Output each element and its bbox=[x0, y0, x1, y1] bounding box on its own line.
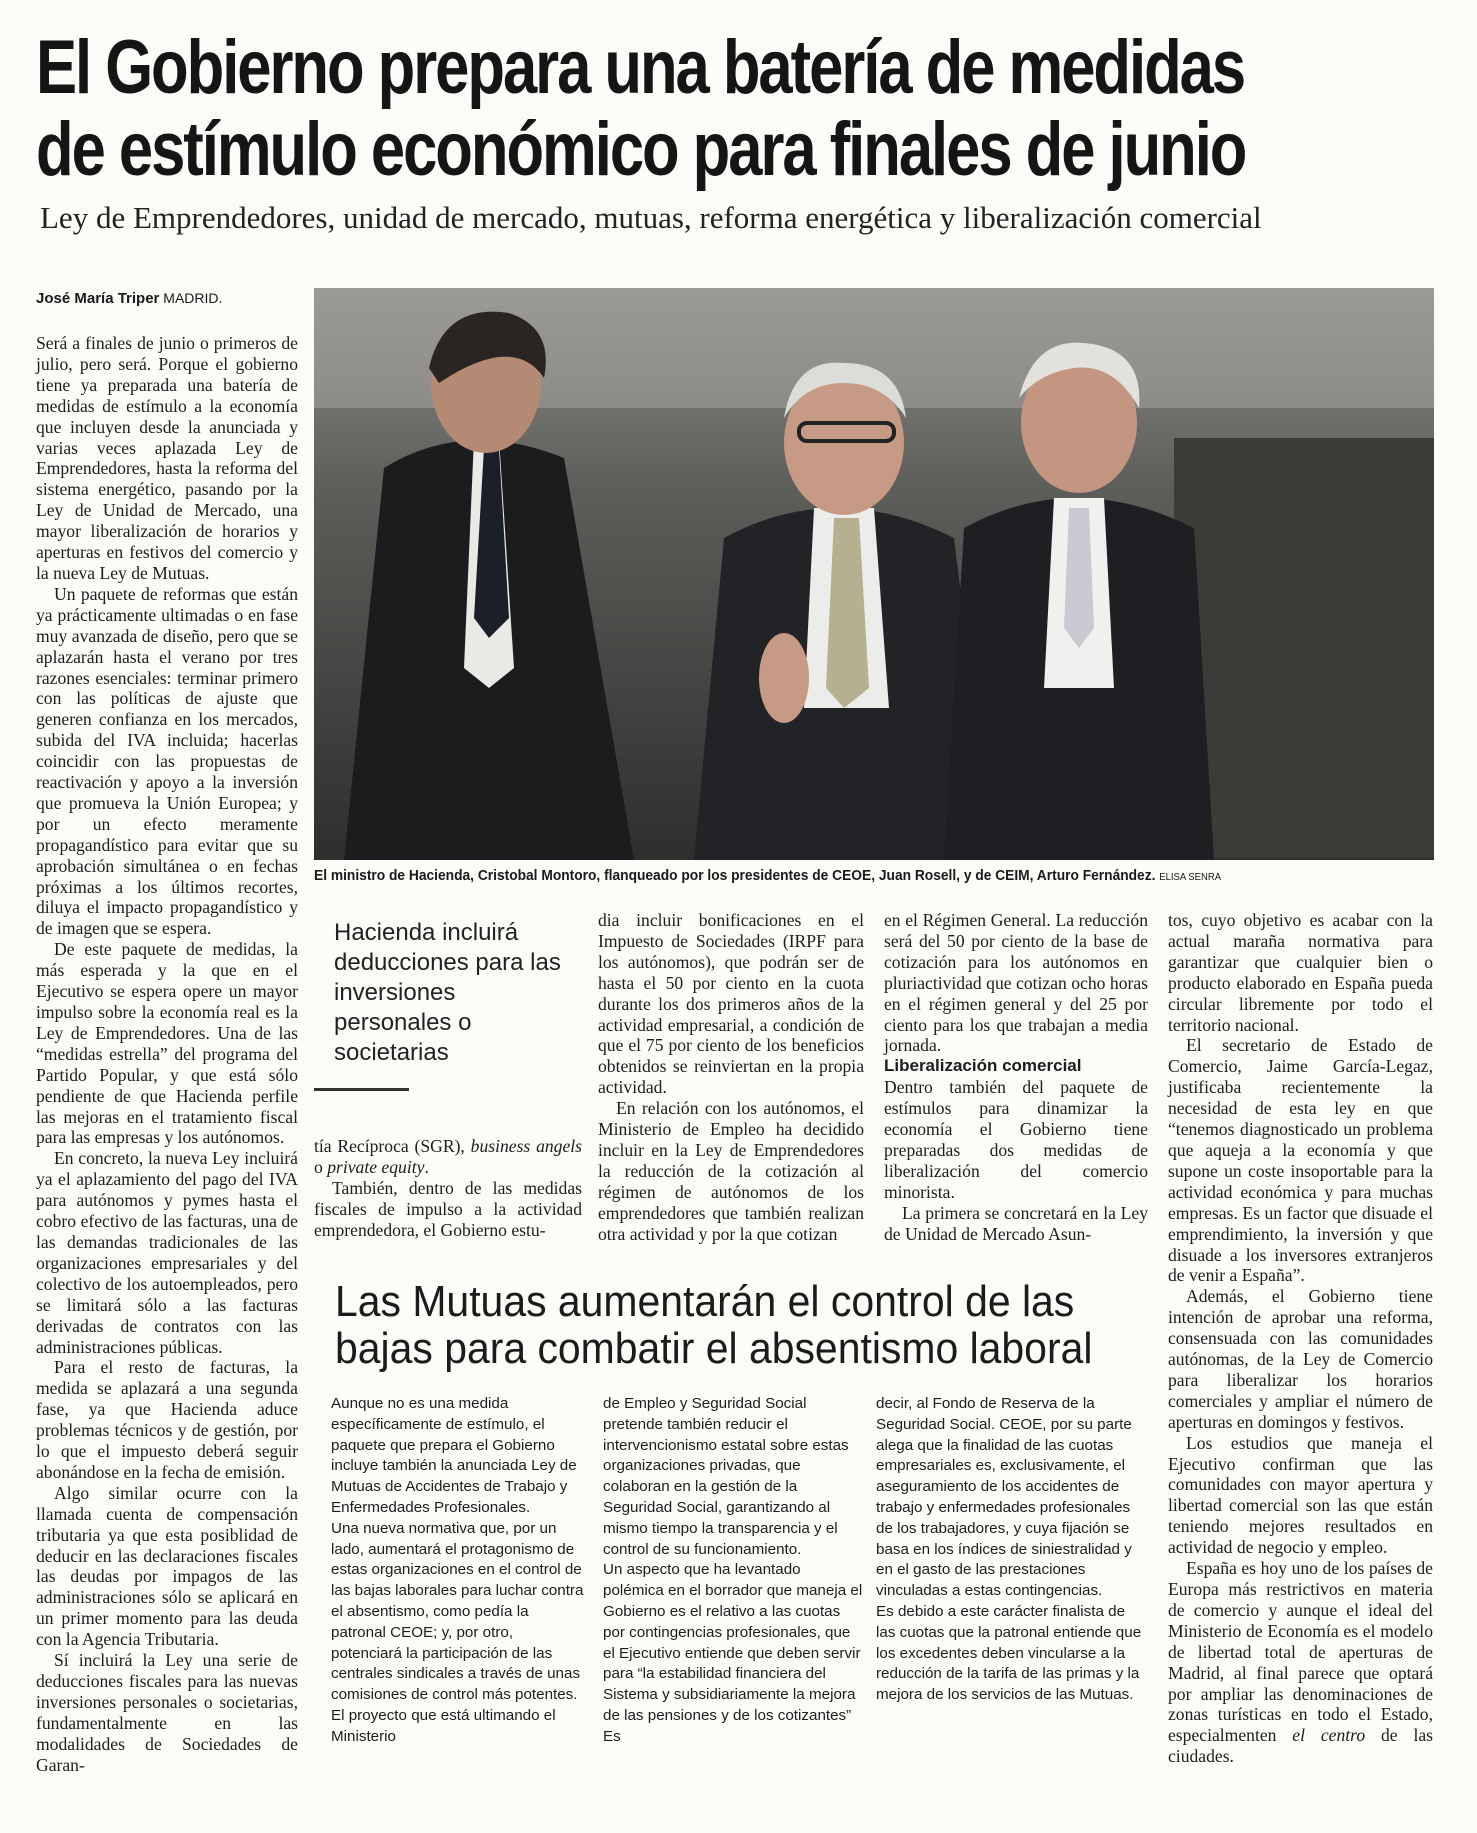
byline bbox=[36, 290, 222, 307]
photo-caption bbox=[314, 868, 1221, 884]
pull-quote-rule bbox=[314, 1088, 409, 1091]
headline-line-2: de estímulo económico para finales de junio bbox=[36, 107, 1246, 192]
paragraph: Es debido a este carácter finalista de las cuotas que la patronal entiende que los excedentes deben vincularse a la reducción de la tarifa de las primas y la mejora de los servicios de las Mutuas. bbox=[876, 1602, 1142, 1704]
italic-text: business angels bbox=[470, 1136, 582, 1156]
paragraph: Una nueva normativa que, por un lado, aumentará el protagonismo de estas organizaciones en el control de las bajas laborales para luchar contra el absentismo, como pedía la patronal CEOE; y, por otro, potenciará la participación de las centrales sindicales a través de unas comisiones de control más potentes. El proyecto que está ultimando el Ministerio bbox=[331, 1519, 584, 1745]
paragraph: El secretario de Estado de Comercio, Jaime García-Legaz, justificaba recientemente la necesidad de esta ley en que “tenemos diagnosticado un problema que aqueja a la economía y que supone un coste insoportable para la actividad económica y para muchas empresas. Es un factor que disuade el emprendimiento, la inversión y que disuade a los inversores extranjeros de venir a España”. bbox=[1168, 1035, 1433, 1286]
subtitle: Ley de Emprendedores, unidad de mercado, mutuas, reforma energética y liberalización comercial bbox=[40, 200, 1262, 235]
paragraph: decir, al Fondo de Reserva de la Seguridad Social. CEOE, por su parte alega que la finalidad de las cuotas empresariales es, exclusivamente, el aseguramiento de los accidentes de trabajo y enfermedades profesionales de los trabajadores, y cuya fijación se basa en los índices de siniestralidad y en el gasto de las prestaciones vinculadas a estas contingencias. bbox=[876, 1395, 1132, 1600]
pull-quote: Hacienda incluirá deducciones para las inversiones personales o societarias bbox=[334, 919, 561, 1066]
mutuas-headline-line-2: bajas para combatir el absentismo laboral bbox=[335, 1324, 1093, 1373]
text: . bbox=[424, 1156, 429, 1177]
paragraph: Será a finales de junio o primeros de julio, pero será. Porque el gobierno tiene ya preparada una batería de medidas de estímulo a la economía que incluyen desde la anunciada y varias veces aplazada Ley de Emprendedores, hasta la reforma del sistema energético, pasando por la Ley de Unidad de Mercado, una mayor liberalización de horarios y aperturas en festivos del comercio y la nueva Ley de Mutuas. bbox=[36, 333, 298, 583]
photo-illustration bbox=[314, 288, 1434, 860]
paragraph: En relación con los autónomos, el Ministerio de Empleo ha decidido incluir en la Ley de Emprendedores la reducción de la cotización al régimen de autónomos de los emprendedores que también realizan otra actividad y por la que cotizan bbox=[598, 1098, 864, 1244]
mutuas-headline bbox=[335, 1278, 1092, 1372]
paragraph: Además, el Gobierno tiene intención de aprobar una reforma, consensuada con las comunidades autónomas, de la Ley de Comercio para liberalizar los horarios comerciales y ampliar el número de aperturas en domingos y festivos. bbox=[1168, 1286, 1433, 1432]
article-column-3 bbox=[598, 910, 864, 1245]
paragraph: en el Régimen General. La reducción será del 50 por ciento de la base de cotización para los autónomos en pluriactividad que cotizan ocho horas en el régimen general y del 25 por ciento para los que trabajan a media jornada. bbox=[884, 910, 1148, 1056]
paragraph: También, dentro de las medidas fiscales de impulso a la actividad emprendedora, el Gobierno estu- bbox=[314, 1177, 582, 1240]
paragraph: Los estudios que maneja el Ejecutivo confirman que las comunidades con mayor apertura y libertad comercial son las que están teniendo mejores resultados en actividad de negocio y empleo. bbox=[1168, 1432, 1433, 1558]
paragraph: de Empleo y Seguridad Social pretende también reducir el intervencionismo estatal sobre estas organizaciones privadas, que colaboran en la gestión de la Seguridad Social, garantizando al mismo tiempo la transparencia y el control de su funcionamiento. bbox=[603, 1395, 849, 1558]
paragraph: Sí incluirá la Ley una serie de deducciones fiscales para las nuevas inversiones personales o societarias, fundamentalmente en las modalidades de Sociedades de Garan- bbox=[36, 1650, 298, 1775]
paragraph: tos, cuyo objetivo es acabar con la actual maraña normativa para garantizar que cualquier bien o producto elaborado en España pueda circular libremente por todo el territorio nacional. bbox=[1168, 910, 1433, 1035]
paragraph bbox=[314, 1136, 582, 1178]
paragraph: Aunque no es una medida específicamente de estímulo, el paquete que prepara el Gobierno incluye también la anunciada Ley de Mutuas de Accidentes de Trabajo y Enfermedades Profesionales. bbox=[331, 1395, 577, 1516]
article-column-5 bbox=[1168, 910, 1433, 1767]
mutuas-column-3 bbox=[876, 1394, 1148, 1706]
paragraph: Para el resto de facturas, la medida se aplazará a una segunda fase, ya que Hacienda aduce problemas técnicos y de gestión, por lo que el impuesto deberá seguir abonándose en la fecha de emisión. bbox=[36, 1357, 298, 1482]
subheading: Liberalización comercial bbox=[884, 1056, 1082, 1076]
article-column-4 bbox=[884, 910, 1148, 1245]
caption-text: El ministro de Hacienda, Cristobal Montoro, flanqueado por los presidentes de CEOE, Juan Rosell, y de CEIM, Arturo Fernández. bbox=[314, 868, 1156, 884]
photo-credit: ELISA SENRA bbox=[1159, 872, 1222, 883]
italic-text: private equity bbox=[327, 1156, 425, 1177]
mutuas-column-1 bbox=[331, 1394, 587, 1748]
paragraph bbox=[1168, 1558, 1433, 1767]
paragraph: Dentro también del paquete de estímulos para dinamizar la economía el Gobierno tiene preparadas dos medidas de liberalización del comercio minorista. bbox=[884, 1077, 1148, 1202]
text: España es hoy uno de los países de Europa más restrictivos en materia de comercio y aunque el ideal del Ministerio de Economía es el modelo de libertad total de aperturas de Madrid, al final parece que optará por ampliar las denominaciones de zonas turísticas en todo el Estado, especialmenten bbox=[1168, 1558, 1433, 1746]
text: de las ciudades. bbox=[1168, 1725, 1433, 1767]
paragraph: dia incluir bonificaciones en el Impuesto de Sociedades (IRPF para los autónomos), que podrán ser de hasta el 50 por ciento en la cuota durante los dos primeros años de la actividad empresarial, a condición de que el 75 por ciento de los beneficios obtenidos se reinviertan en la propia actividad. bbox=[598, 910, 864, 1098]
article-column-1 bbox=[36, 333, 298, 1776]
paragraph: Un aspecto que ha levantado polémica en el borrador que maneja el Gobierno es el relativo a las cuotas por contingencias profesionales, que el Ejecutivo entiende que deben servir para “la estabilidad financiera del Sistema y subsidiariamente la mejora de las pensiones y de los cotizantes” Es bbox=[603, 1561, 863, 1745]
article-column-2 bbox=[314, 1136, 582, 1241]
byline-location: MADRID. bbox=[163, 290, 223, 306]
paragraph: Un paquete de reformas que están ya prácticamente ultimadas o en fase muy avanzada de diseño, pero que se aplazarán hasta el verano por tres razones esenciales: terminar primero con las políticas de ajuste que generen confianza en los mercados, subida del IVA incluida; hacerlas coincidir con las propuestas de reactivación y apoyo a la inversión que promueva la Unión Europea; y por un efecto meramente propagandístico para evitar que su aprobación simultánea o en fechas próximas a los últimos recortes, diluya el impacto propagandístico y de imagen que se espera. bbox=[36, 583, 298, 939]
paragraph: De este paquete de medidas, la más esperada y la que en el Ejecutivo se espera opere un mayor impulso sobre la economía real es la Ley de Emprendedores. Una de las “medidas estrella” del programa del Partido Popular, y que está sólo pendiente de que Hacienda perfile las mejoras en el tratamiento fiscal para las empresas y los autónomos. bbox=[36, 939, 298, 1148]
byline-author: José María Triper bbox=[36, 290, 160, 307]
paragraph: Algo similar ocurre con la llamada cuenta de compensación tributaria ya que esta posiblidad de deducir en las declaraciones fiscales las deudas por impagos de las administraciones sólo se aplicará en un primer momento para las deuda con la Agencia Tributaria. bbox=[36, 1482, 298, 1650]
paragraph: En concreto, la nueva Ley incluirá ya el aplazamiento del pago del IVA para autónomos y pymes hasta el cobro efectivo de las facturas, una de las demandas tradicionales de las organizaciones empresariales y del colectivo de los autoempleados, pero se limitará sólo a las facturas derivadas de contratos con las administraciones públicas. bbox=[36, 1148, 298, 1357]
paragraph: La primera se concretará en la Ley de Unidad de Mercado Asun- bbox=[884, 1202, 1148, 1244]
text: tía Recíproca (SGR), bbox=[314, 1136, 471, 1156]
italic-text: el centro bbox=[1292, 1725, 1366, 1746]
news-photo bbox=[314, 288, 1434, 860]
text: o bbox=[314, 1156, 328, 1177]
mutuas-headline-line-1: Las Mutuas aumentarán el control de las bbox=[335, 1277, 1075, 1326]
mutuas-column-2 bbox=[603, 1394, 863, 1748]
headline-line-1: El Gobierno prepara una batería de medidas bbox=[36, 25, 1245, 110]
